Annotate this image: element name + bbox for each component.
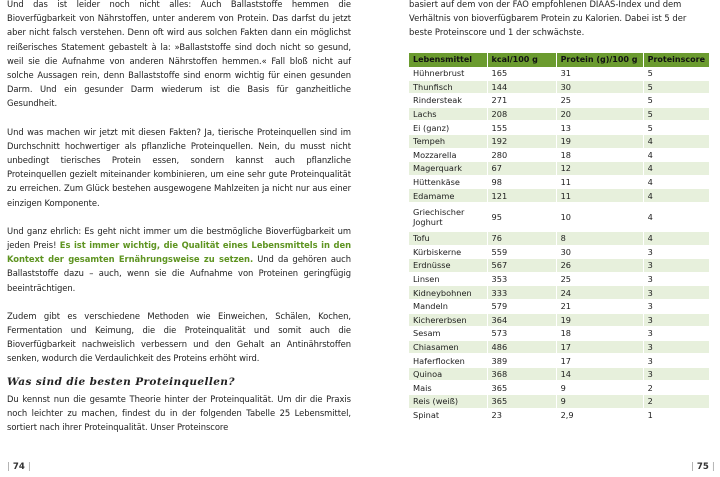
paragraph-end: Und da gehören auch Ballaststoffe dazu – auch, wenn sie die Aufnahme von Proteinen geringfügig beeinträchtigen. bbox=[7, 254, 351, 293]
table-cell: 333 bbox=[487, 286, 556, 300]
table-cell: 368 bbox=[487, 367, 556, 381]
table-cell: 10 bbox=[556, 202, 643, 231]
table-row bbox=[409, 381, 710, 395]
table-row bbox=[409, 259, 710, 273]
table-row bbox=[409, 272, 710, 286]
paragraph-ballaststoffe: Und das ist leider noch nicht alles: Auch Ballaststoffe hemmen die Bioverfügbarkeit von Nährstoffen, unter anderem von Protein. Das darfst du jetzt aber nicht falsch verstehen. Denn oft wird aus solchen Fakten dann ein möglichst reißerisches Statement gebastelt à la: »Ballaststoffe sind doch nicht so gesund, weil sie die Aufnahme von anderen Nährstoffen hemmen.« Fall bloß nicht auf solche Aussagen rein, denn Ballaststoffe sind enorm wichtig für einen gesunden Darm. Und ein gesunder Darm wiederum ist die Basis für ganzheitliche Gesundheit. bbox=[7, 0, 351, 109]
table-row bbox=[409, 67, 710, 80]
table-cell: 208 bbox=[487, 107, 556, 121]
table-cell: 3 bbox=[643, 299, 709, 313]
table-cell: 271 bbox=[487, 94, 556, 108]
table-cell: 559 bbox=[487, 245, 556, 259]
table-cell: 3 bbox=[643, 327, 709, 341]
table-cell: 486 bbox=[487, 340, 556, 354]
table-cell: Edamame bbox=[409, 189, 487, 203]
table-cell: 121 bbox=[487, 189, 556, 203]
table-row bbox=[409, 395, 710, 409]
table-cell: Rindersteak bbox=[409, 94, 487, 108]
table-cell: 2,9 bbox=[556, 408, 643, 422]
table-cell: 4 bbox=[643, 202, 709, 231]
table-cell: 365 bbox=[487, 381, 556, 395]
table-cell: 30 bbox=[556, 245, 643, 259]
section-heading: Was sind die besten Proteinquellen? bbox=[7, 375, 235, 388]
table-row bbox=[409, 107, 710, 121]
table-row bbox=[409, 340, 710, 354]
table-row bbox=[409, 245, 710, 259]
table-cell: 573 bbox=[487, 327, 556, 341]
paragraph-praxis: Du kennst nun die gesamte Theorie hinter der Proteinqualität. Um dir die Praxis noch leichter zu machen, findest du in der folgenden Tabelle 25 Lebensmittel, sortiert nach ihrer Proteinqualität. Unser Proteinscore bbox=[7, 393, 351, 433]
table-cell: 1 bbox=[643, 408, 709, 422]
table-cell: Magerquark bbox=[409, 162, 487, 176]
column-header: Proteinscore bbox=[643, 53, 709, 67]
table-row bbox=[409, 121, 710, 135]
table-cell: 3 bbox=[643, 313, 709, 327]
table-cell: Haferflocken bbox=[409, 354, 487, 368]
table-row bbox=[409, 286, 710, 300]
table-cell: Erdnüsse bbox=[409, 259, 487, 273]
table-row bbox=[409, 94, 710, 108]
table-row bbox=[409, 80, 710, 94]
table-cell: Hüttenkäse bbox=[409, 175, 487, 189]
table-cell: 4 bbox=[643, 189, 709, 203]
table-cell: 18 bbox=[556, 327, 643, 341]
table-cell: Kidneybohnen bbox=[409, 286, 487, 300]
table-cell: 365 bbox=[487, 395, 556, 409]
table-header-row bbox=[409, 53, 710, 67]
table-cell: 389 bbox=[487, 354, 556, 368]
table-cell: 2 bbox=[643, 395, 709, 409]
table-row bbox=[409, 313, 710, 327]
table-row bbox=[409, 175, 710, 189]
table-cell: 4 bbox=[643, 162, 709, 176]
table-cell: 3 bbox=[643, 245, 709, 259]
table-row bbox=[409, 189, 710, 203]
table-cell: 25 bbox=[556, 272, 643, 286]
table-cell: 18 bbox=[556, 148, 643, 162]
table-row bbox=[409, 299, 710, 313]
table-cell: 4 bbox=[643, 134, 709, 148]
table-cell: 5 bbox=[643, 94, 709, 108]
table-cell: 11 bbox=[556, 189, 643, 203]
intro-paragraph: basiert auf dem von der FAO empfohlenen DIAAS-Index und dem Verhältnis von bioverfügbarem Protein zu Kalorien. Dabei ist 5 der beste Proteinscore und 1 der schwächste. bbox=[409, 0, 687, 38]
table-cell: 3 bbox=[643, 286, 709, 300]
table-cell: Tempeh bbox=[409, 134, 487, 148]
table-cell: 9 bbox=[556, 395, 643, 409]
table-cell: 23 bbox=[487, 408, 556, 422]
table-cell: 95 bbox=[487, 202, 556, 231]
table-row bbox=[409, 134, 710, 148]
table-cell: 2 bbox=[643, 381, 709, 395]
table-cell: Reis (weiß) bbox=[409, 395, 487, 409]
table-cell: 353 bbox=[487, 272, 556, 286]
table-cell: 3 bbox=[643, 367, 709, 381]
table-cell: Ei (ganz) bbox=[409, 121, 487, 135]
paragraph-bioverfuegbarkeit bbox=[7, 224, 351, 295]
table-cell: 3 bbox=[643, 272, 709, 286]
table-cell: 17 bbox=[556, 354, 643, 368]
table-cell: Sesam bbox=[409, 327, 487, 341]
paragraph-start: Und ganz ehrlich: Es geht nicht immer um die bestmögliche Bioverfügbarkeit um jeden Preis! bbox=[7, 225, 351, 251]
paragraph-methoden: Zudem gibt es verschiedene Methoden wie Einweichen, Schälen, Kochen, Fermentation und Keimung, die die Proteinqualität und somit auch die Bioverfügbarkeit nachweislich verbessern und den Gehalt an Antinährstoffen senken, wodurch die Verdaulichkeit des Proteins erhöht wird. bbox=[7, 310, 351, 364]
table-row bbox=[409, 408, 710, 422]
table-cell: 25 bbox=[556, 94, 643, 108]
table-cell: Kichererbsen bbox=[409, 313, 487, 327]
table-cell: 67 bbox=[487, 162, 556, 176]
column-header: kcal/100 g bbox=[487, 53, 556, 67]
table-cell: 364 bbox=[487, 313, 556, 327]
table-cell: 4 bbox=[643, 148, 709, 162]
protein-score-table bbox=[409, 53, 710, 422]
paragraph-fakten: Und was machen wir jetzt mit diesen Fakten? Ja, tierische Proteinquellen sind im Durchschnitt hochwertiger als pflanzliche Proteinquellen. Nein, du musst nicht unbedingt tierisches Protein essen, sondern kannst auch pflanzliche Proteinquellen gezielt miteinander kombinieren, um eine sehr gute Proteinqualität zu erreichen. Zum Glück bestehen ausgewogene Mahlzeiten ja nicht nur aus einer einzigen Komponente. bbox=[7, 126, 351, 208]
table-cell: Mozzarella bbox=[409, 148, 487, 162]
table-cell: 5 bbox=[643, 107, 709, 121]
page-number-left: | 74 | bbox=[7, 462, 31, 472]
table-cell: Chiasamen bbox=[409, 340, 487, 354]
left-column-text bbox=[7, 0, 351, 434]
right-intro-text bbox=[409, 0, 709, 40]
table-cell: 567 bbox=[487, 259, 556, 273]
table-cell: Mandeln bbox=[409, 299, 487, 313]
table-cell: 19 bbox=[556, 134, 643, 148]
table-cell: 3 bbox=[643, 259, 709, 273]
table-cell: Quinoa bbox=[409, 367, 487, 381]
table-cell: 165 bbox=[487, 67, 556, 80]
table-cell: 13 bbox=[556, 121, 643, 135]
table-cell: 24 bbox=[556, 286, 643, 300]
table-body bbox=[409, 67, 710, 422]
table-cell: Thunfisch bbox=[409, 80, 487, 94]
table-cell: 11 bbox=[556, 175, 643, 189]
table-cell: 4 bbox=[643, 231, 709, 245]
table-cell: 3 bbox=[643, 354, 709, 368]
table-row bbox=[409, 354, 710, 368]
table-row bbox=[409, 327, 710, 341]
table-cell: Griechischer Joghurt bbox=[409, 202, 487, 231]
table-cell: 31 bbox=[556, 67, 643, 80]
column-header: Protein (g)/100 g bbox=[556, 53, 643, 67]
table-row bbox=[409, 162, 710, 176]
table-cell: 155 bbox=[487, 121, 556, 135]
table-cell: 20 bbox=[556, 107, 643, 121]
table-cell: 30 bbox=[556, 80, 643, 94]
table-cell: Hühnerbrust bbox=[409, 67, 487, 80]
table-row bbox=[409, 367, 710, 381]
table-cell: 192 bbox=[487, 134, 556, 148]
table-row bbox=[409, 202, 710, 231]
table-cell: 144 bbox=[487, 80, 556, 94]
table-cell: 76 bbox=[487, 231, 556, 245]
table-cell: 14 bbox=[556, 367, 643, 381]
table-row bbox=[409, 231, 710, 245]
table-cell: 19 bbox=[556, 313, 643, 327]
table-cell: Spinat bbox=[409, 408, 487, 422]
table-cell: 9 bbox=[556, 381, 643, 395]
table-cell: Kürbiskerne bbox=[409, 245, 487, 259]
table-cell: Mais bbox=[409, 381, 487, 395]
table-cell: 579 bbox=[487, 299, 556, 313]
table-cell: 21 bbox=[556, 299, 643, 313]
table-cell: 98 bbox=[487, 175, 556, 189]
table-cell: 17 bbox=[556, 340, 643, 354]
column-header: Lebensmittel bbox=[409, 53, 487, 67]
table-cell: 5 bbox=[643, 67, 709, 80]
page-number-right: | 75 | bbox=[691, 462, 715, 472]
table-cell: Lachs bbox=[409, 107, 487, 121]
highlighted-statement: Es ist immer wichtig, die Qualität eines Lebensmittels in den Kontext der gesamten Ernährungsweise zu setzen. bbox=[7, 240, 351, 265]
table-cell: 3 bbox=[643, 340, 709, 354]
table-cell: Tofu bbox=[409, 231, 487, 245]
table-cell: 26 bbox=[556, 259, 643, 273]
table-cell: 280 bbox=[487, 148, 556, 162]
table-cell: 4 bbox=[643, 175, 709, 189]
table-cell: 12 bbox=[556, 162, 643, 176]
table-row bbox=[409, 148, 710, 162]
table-cell: 5 bbox=[643, 80, 709, 94]
table-cell: 8 bbox=[556, 231, 643, 245]
table-cell: 5 bbox=[643, 121, 709, 135]
table-cell: Linsen bbox=[409, 272, 487, 286]
